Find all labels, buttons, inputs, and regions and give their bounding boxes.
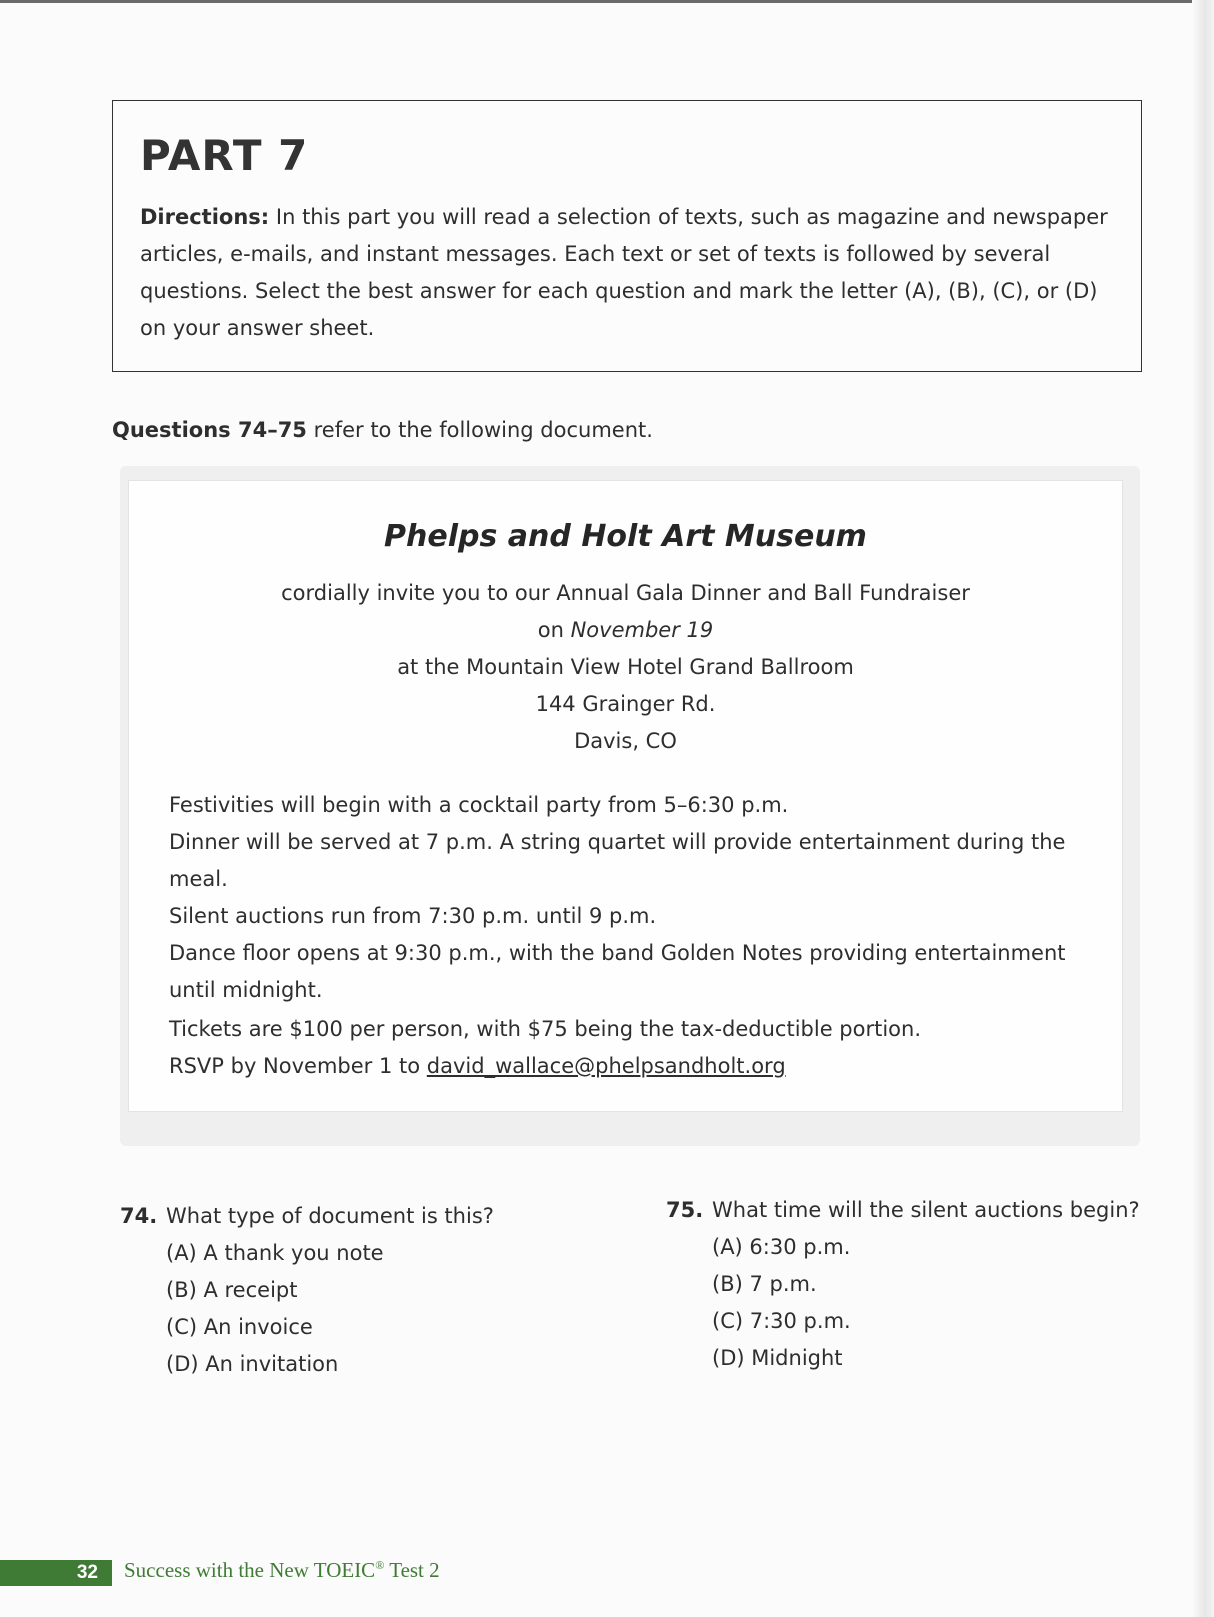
questions-ref-text: refer to the following document. <box>313 418 653 442</box>
event-date: November 19 <box>570 618 714 642</box>
ticket-info <box>169 1011 1089 1085</box>
venue-line: at the Mountain View Hotel Grand Ballroom <box>397 655 854 679</box>
directions-text: In this part you will read a selection of texts, such as magazine and newspaper articles, e-mails, and instant messages. Each text or set of texts is followed by several questions. Select the best answer for each question and mark the letter (A), (B), (C), or (D) on your answer sheet. <box>140 205 1108 340</box>
schedule-item: Dance floor opens at 9:30 p.m., with the band Golden Notes providing entertainment until midnight. <box>169 941 1066 1002</box>
question-text: What type of document is this? <box>166 1204 494 1228</box>
schedule-item: Silent auctions run from 7:30 p.m. until 9 p.m. <box>169 904 657 928</box>
question-text: What time will the silent auctions begin? <box>712 1198 1140 1222</box>
page-edge-shadow <box>1192 0 1214 1617</box>
answer-option: (C) 7:30 p.m. <box>712 1309 851 1333</box>
event-date-line <box>129 612 1122 649</box>
question-75 <box>666 1192 1146 1377</box>
invite-line: cordially invite you to our Annual Gala Dinner and Ball Fundraiser <box>281 581 970 605</box>
schedule-item: Festivities will begin with a cocktail party from 5–6:30 p.m. <box>169 793 789 817</box>
answer-option: (C) An invoice <box>166 1315 313 1339</box>
page-number: 32 <box>0 1560 112 1586</box>
directions-box <box>112 100 1142 372</box>
question-number: 75. <box>666 1198 704 1222</box>
answer-option: (A) 6:30 p.m. <box>712 1235 851 1259</box>
rsvp-line <box>169 1048 1089 1085</box>
city-line: Davis, CO <box>574 729 677 753</box>
question-74 <box>120 1198 600 1383</box>
invitation-document <box>128 480 1123 1112</box>
ticket-price-line: Tickets are $100 per person, with $75 being the tax-deductible portion. <box>169 1017 922 1041</box>
question-stem <box>666 1192 1146 1229</box>
directions-label: Directions: <box>140 205 270 229</box>
answer-option: (A) A thank you note <box>166 1241 384 1265</box>
rsvp-email-link[interactable]: david_wallace@phelpsandholt.org <box>426 1054 786 1078</box>
answer-option: (B) 7 p.m. <box>712 1272 817 1296</box>
answer-option: (B) A receipt <box>166 1278 298 1302</box>
document-title: Phelps and Holt Art Museum <box>384 519 867 554</box>
invitation-details <box>129 575 1122 760</box>
question-stem <box>120 1198 600 1235</box>
question-number: 74. <box>120 1204 158 1228</box>
questions-reference <box>112 418 653 442</box>
book-title-suffix: Test 2 <box>389 1558 440 1582</box>
answer-option: (D) An invitation <box>166 1352 339 1376</box>
questions-range: Questions 74–75 <box>112 418 307 442</box>
street-line: 144 Grainger Rd. <box>535 692 716 716</box>
page-footer <box>0 1556 700 1590</box>
book-title-text: Success with the New TOEIC <box>124 1558 376 1582</box>
top-rule <box>0 0 1214 3</box>
rsvp-prefix: RSVP by November 1 to <box>169 1054 421 1078</box>
schedule-item: Dinner will be served at 7 p.m. A string quartet will provide entertainment during the meal. <box>169 830 1066 891</box>
date-prefix: on <box>537 618 564 642</box>
registered-mark: ® <box>375 1558 385 1572</box>
answer-option: (D) Midnight <box>712 1346 843 1370</box>
event-schedule <box>169 787 1089 1009</box>
book-title <box>124 1558 440 1583</box>
directions-paragraph <box>140 199 1120 347</box>
part-title: PART 7 <box>140 131 309 180</box>
